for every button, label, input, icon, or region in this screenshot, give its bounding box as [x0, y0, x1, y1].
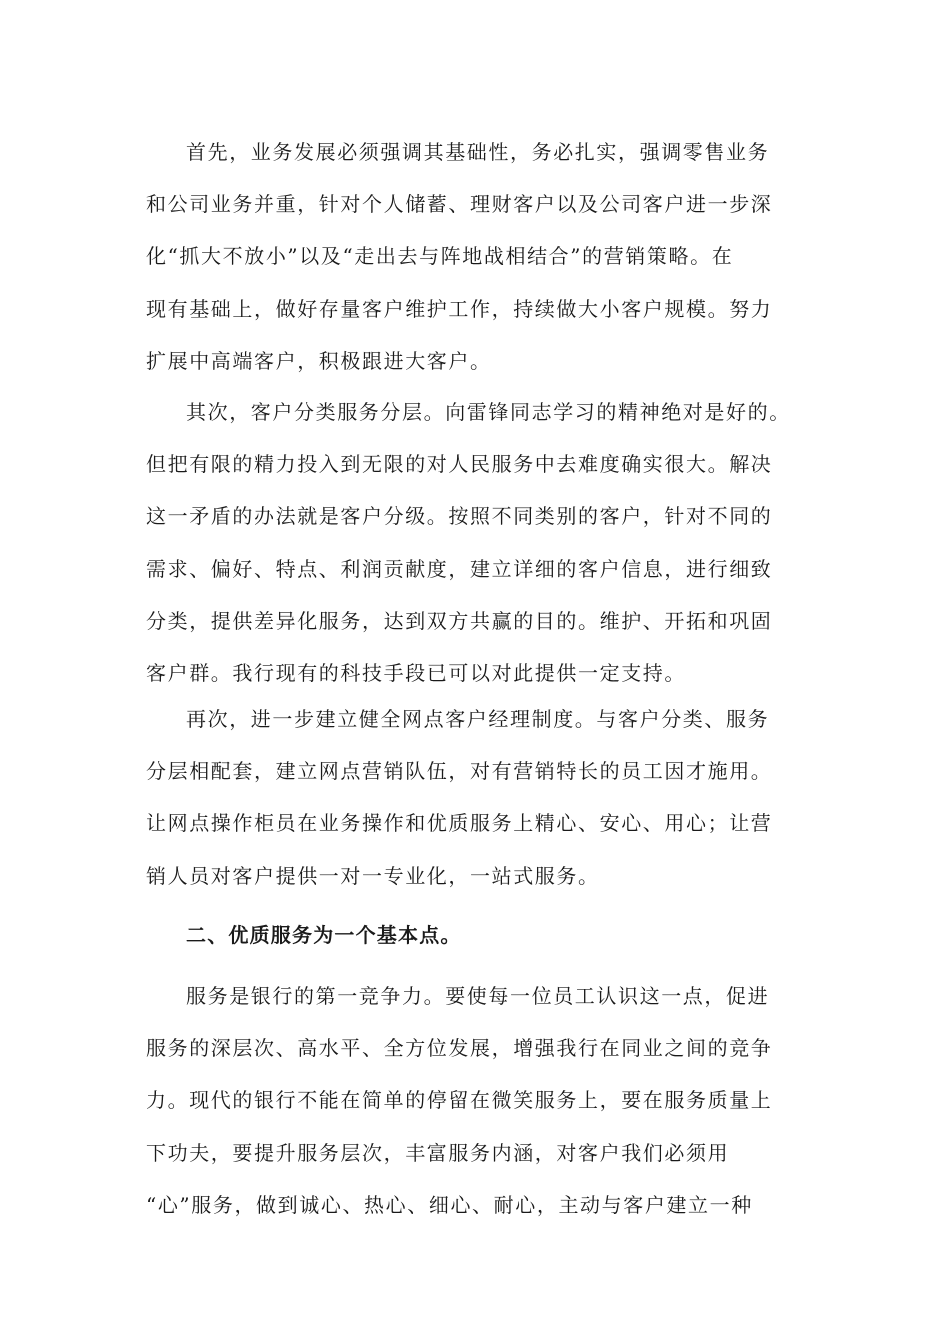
text-line: 服务是银行的第一竞争力。要使每一位员工认识这一点，促进	[186, 984, 770, 1008]
paragraph-service	[146, 970, 826, 1231]
text-line: 力。现代的银行不能在简单的停留在微笑服务上，要在服务质量上	[146, 1088, 773, 1113]
text-line: 现有基础上，做好存量客户维护工作，持续做大小客户规模。努力	[146, 296, 773, 321]
paragraph-first	[146, 126, 826, 387]
text-line: 这一矛盾的办法就是客户分级。按照不同类别的客户，针对不同的	[146, 504, 773, 529]
paragraph-third	[146, 693, 826, 902]
heading-line: 二、优质服务为一个基本点。	[186, 923, 462, 947]
paragraph-second	[146, 386, 826, 699]
text-line: 服务的深层次、高水平、全方位发展，增强我行在同业之间的竞争	[146, 1036, 773, 1061]
text-line: 分层相配套，建立网点营销队伍，对有营销特长的员工因才施用。	[146, 759, 773, 784]
text-line: 扩展中高端客户，积极跟进大客户。	[146, 348, 492, 373]
text-line: 让网点操作柜员在业务操作和优质服务上精心、安心、用心；让营	[146, 811, 773, 836]
section-heading	[146, 909, 826, 961]
text-line: 分类，提供差异化服务，达到双方共赢的目的。维护、开拓和巩固	[146, 608, 773, 633]
text-line: 客户群。我行现有的科技手段已可以对此提供一定支持。	[146, 660, 686, 685]
text-line: 下功夫，要提升服务层次，丰富服务内涵，对客户我们必须用	[146, 1140, 730, 1165]
text-line: 其次，客户分类服务分层。向雷锋同志学习的精神绝对是好的。	[186, 400, 791, 424]
text-line: “心”服务，做到诚心、热心、细心、耐心，主动与客户建立一种	[146, 1192, 753, 1217]
text-line: 和公司业务并重，针对个人储蓄、理财客户以及公司客户进一步深	[146, 192, 773, 217]
text-line: 化“抓大不放小”以及“走出去与阵地战相结合”的营销策略。在	[146, 244, 734, 269]
text-line: 再次，进一步建立健全网点客户经理制度。与客户分类、服务	[186, 707, 770, 731]
text-line: 需求、偏好、特点、利润贡献度，建立详细的客户信息，进行细致	[146, 556, 773, 581]
text-line: 首先，业务发展必须强调其基础性，务必扎实，强调零售业务	[186, 140, 770, 164]
text-line: 销人员对客户提供一对一专业化，一站式服务。	[146, 863, 600, 888]
text-line: 但把有限的精力投入到无限的对人民服务中去难度确实很大。解决	[146, 452, 773, 477]
